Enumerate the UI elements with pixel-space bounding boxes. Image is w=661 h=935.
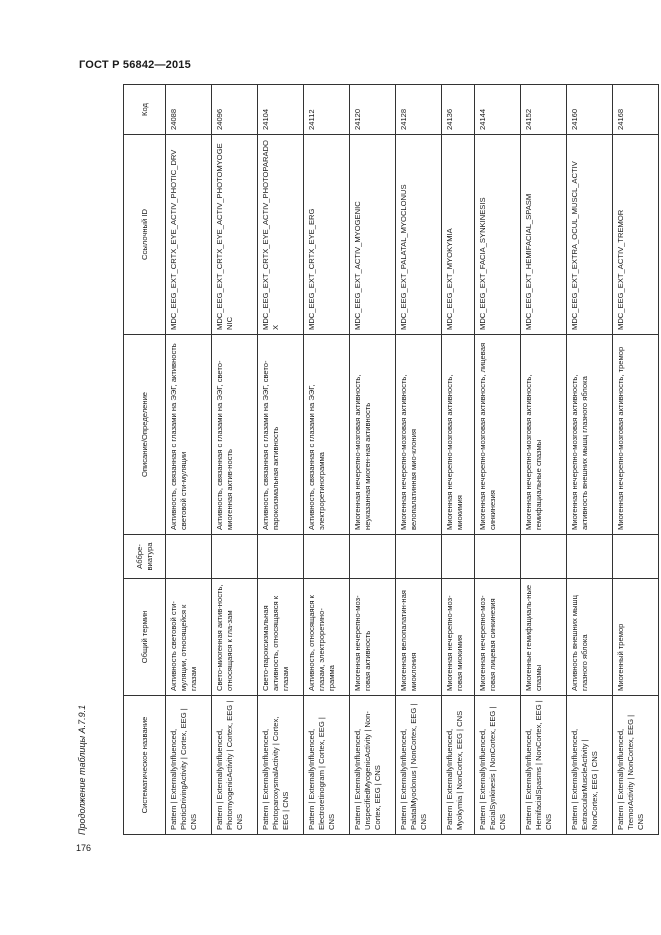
cell-systematic-name: Pattern | ExternallyInfluenced, Electroretinogram | Cortex, EEG | CNS (303, 696, 349, 835)
cell-abbreviation (166, 535, 212, 579)
cell-abbreviation (349, 535, 395, 579)
cell-reference-id: MDC_EEG_EXT_MYOKYMIA (441, 135, 475, 335)
table-row (349, 85, 395, 835)
cell-abbreviation (257, 535, 303, 579)
cell-reference-id: MDC_EEG_EXT_FACIA_SYNKINESIS (475, 135, 521, 335)
cell-general-term: Миогенный тремор (612, 579, 658, 696)
cell-general-term: Свето-пароксизмальная активность, относящаяся к глазам (257, 579, 303, 696)
cell-systematic-name: Pattern | ExternallyInfluenced, PhotoparoxysmalActivity | Cortex, EEG | CNS (257, 696, 303, 835)
cell-reference-id: MDC_EEG_EXT_ACTIV_MYOGENIC (349, 135, 395, 335)
cell-systematic-name: Pattern | ExternallyInfluenced, TremorActivity | NonCortex, EEG | CNS (612, 696, 658, 835)
table-header-row (124, 85, 166, 835)
table-row (211, 85, 257, 835)
cell-code: 24104 (257, 85, 303, 135)
cell-reference-id: MDC_EEG_EXT_CRTX_EYE_ACTIV_PHOTOMYOGENIC (211, 135, 257, 335)
page-number: 176 (76, 843, 92, 853)
cell-definition: Активность, связанная с глазами на ЭЭГ, свето-миогенная актив-ность (211, 335, 257, 535)
cell-definition: Миогенная нечерепно-мозговая активность, миокимия (441, 335, 475, 535)
cell-definition: Активность, связанная с глазами на ЭЭГ, активность световой сти-муляции (166, 335, 212, 535)
cell-systematic-name: Pattern | ExternallyInfluenced, Myokymia | NonCortex, EEG | CNS (441, 696, 475, 835)
cell-code: 24152 (521, 85, 567, 135)
rotated-table-block (77, 85, 659, 835)
cell-code: 24112 (303, 85, 349, 135)
cell-reference-id: MDC_EEG_EXT_PALATAL_MYOCLONUS (395, 135, 441, 335)
table-row (612, 85, 658, 835)
cell-definition: Миогенная нечерепно-мозговая активность, лицевая синкинезия (475, 335, 521, 535)
cell-reference-id: MDC_EEG_EXT_CRTX_EYE_ERG (303, 135, 349, 335)
document-header: ГОСТ Р 56842—2015 (79, 59, 191, 71)
cell-general-term: Свето-миогенная актив-ность, относящаяся к гла-зам (211, 579, 257, 696)
cell-reference-id: MDC_EEG_EXT_ACTIV_TREMOR (612, 135, 658, 335)
cell-code: 24088 (166, 85, 212, 135)
cell-general-term: Активность внешних мышц глазного яблока (567, 579, 613, 696)
cell-definition: Миогенная нечерепно-мозговая активность, велопалатинная мио-клония (395, 335, 441, 535)
col-header-code: Код (124, 85, 166, 135)
cell-systematic-name: Pattern | ExternallyInfluenced, FacialSynkinesis | NonCortex, EEG | CNS (475, 696, 521, 835)
table-row (257, 85, 303, 835)
reference-table (123, 84, 659, 835)
col-header-definition: Описание/Определение (124, 335, 166, 535)
cell-general-term: Миогенная нечерепно-моз-говая миокимия (441, 579, 475, 696)
col-header-ref-id: Ссылочный ID (124, 135, 166, 335)
cell-reference-id: MDC_EEG_EXT_CRTX_EYE_ACTIV_PHOTIC_DRV (166, 135, 212, 335)
table-caption: Продолжение таблицы А.7.9.1 (77, 704, 87, 835)
table-row (303, 85, 349, 835)
cell-reference-id: MDC_EEG_EXT_HEMIFACIAL_SPASM (521, 135, 567, 335)
cell-systematic-name: Pattern | ExternallyInfluenced, PalatalMyoclonus | NonCortex, EEG | CNS (395, 696, 441, 835)
cell-abbreviation (441, 535, 475, 579)
cell-abbreviation (475, 535, 521, 579)
table-row (521, 85, 567, 835)
cell-abbreviation (395, 535, 441, 579)
cell-reference-id: MDC_EEG_EXT_EXTRA_OCUL_MUSCL_ACTIV (567, 135, 613, 335)
table-row (395, 85, 441, 835)
col-header-term: Общий термин (124, 579, 166, 696)
cell-code: 24120 (349, 85, 395, 135)
cell-abbreviation (303, 535, 349, 579)
cell-abbreviation (521, 535, 567, 579)
cell-abbreviation (567, 535, 613, 579)
col-header-systematic: Систематическое название (124, 696, 166, 835)
cell-general-term: Миогенная нечерепно-моз-говая лицевая синкинезия (475, 579, 521, 696)
table-row (166, 85, 212, 835)
cell-code: 24136 (441, 85, 475, 135)
cell-abbreviation (211, 535, 257, 579)
cell-systematic-name: Pattern | ExternallyInfluenced, ExtraocularMuscleActivity | NonCortex, EEG | CNS (567, 696, 613, 835)
cell-general-term: Миогенная нечерепно-моз-говая активность (349, 579, 395, 696)
cell-code: 24144 (475, 85, 521, 135)
table-row (475, 85, 521, 835)
cell-general-term: Активность световой сти-муляции, относящейся к глазам (166, 579, 212, 696)
cell-code: 24128 (395, 85, 441, 135)
table-row (441, 85, 475, 835)
cell-general-term: Миогенная велопалатин-ная миоклония (395, 579, 441, 696)
col-header-abbr: Аббре-виатура (124, 535, 166, 579)
cell-definition: Активность, связанная с глазами на ЭЭГ, свето-пароксизмальная активность (257, 335, 303, 535)
cell-systematic-name: Pattern | ExternallyInfluenced, HemifacialSpasms | NonCortex, EEG | CNS (521, 696, 567, 835)
cell-definition: Миогенная нечерепно-мозговая активность, тремор (612, 335, 658, 535)
cell-code: 24168 (612, 85, 658, 135)
cell-general-term: Миогенные гемифациаль-ные спазмы (521, 579, 567, 696)
cell-reference-id: MDC_EEG_EXT_CRTX_EYE_ACTIV_PHOTOPARADOX (257, 135, 303, 335)
cell-code: 24096 (211, 85, 257, 135)
cell-definition: Миогенная нечерепно-мозговая активность, гемифациальные спазмы (521, 335, 567, 535)
cell-systematic-name: Pattern | ExternallyInfluenced, PhotomyogenicActivity | Cortex, EEG | CNS (211, 696, 257, 835)
cell-systematic-name: Pattern | ExternallyInfluenced, PhoticDrivingActivity | Cortex, EEG | CNS (166, 696, 212, 835)
table-row (567, 85, 613, 835)
cell-general-term: Активность, относящаяся к глазам, электроретино-грамма (303, 579, 349, 696)
cell-definition: Миогенная нечерепно-мозговая активность, неуказанная миоген-ная активность (349, 335, 395, 535)
cell-systematic-name: Pattern | ExternallyInfluenced, UnspecifiedMyogenicActivity | Non-Cortex, EEG | CNS (349, 696, 395, 835)
cell-definition: Активность, связанная с глазами на ЭЭГ, электроретинограмма (303, 335, 349, 535)
cell-abbreviation (612, 535, 658, 579)
cell-code: 24160 (567, 85, 613, 135)
cell-definition: Миогенная нечерепно-мозговая активность, активность внешних мышц глазного яблока (567, 335, 613, 535)
